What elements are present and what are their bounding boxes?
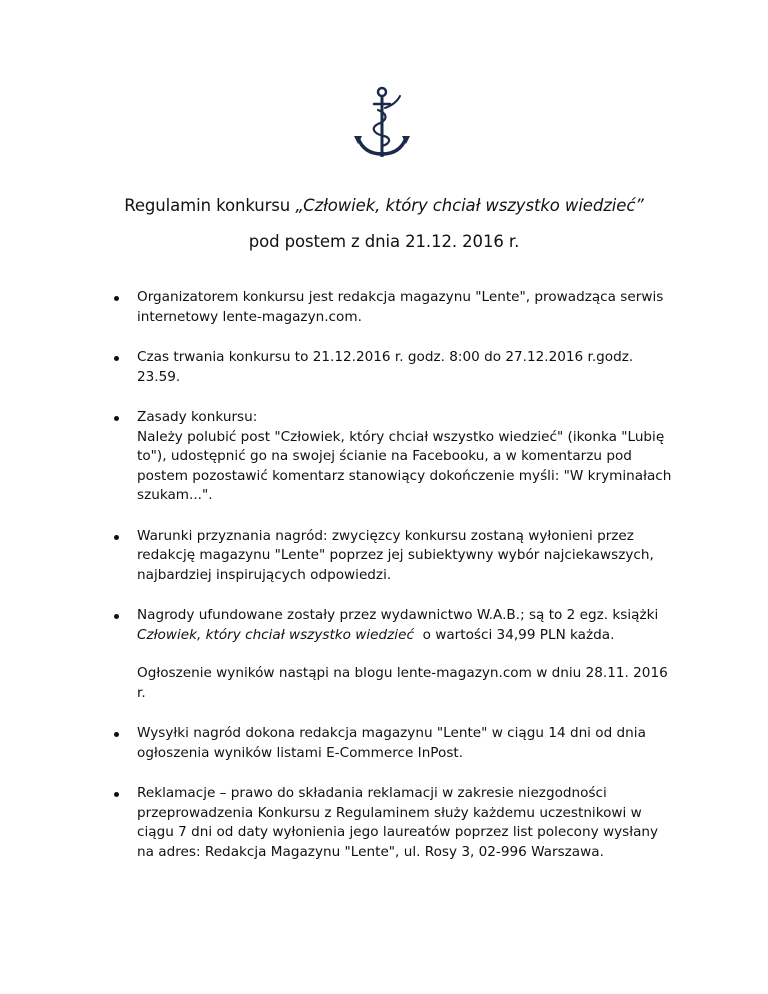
rule-prizes <box>0 606 768 645</box>
rule-prizes-suffix: o wartości 34,99 PLN każda. <box>413 626 615 643</box>
anchor-with-aesculapius-icon <box>352 84 412 160</box>
rule-conditions: Warunki przyznania nagród: zwycięzcy konkursu zostaną wyłonieni przez redakcję magazynu "Lente" poprzez jej subiektywny wybór najciekawszych, najbardziej inspirujących odpowiedzi. <box>0 527 768 586</box>
rule-results: Ogłoszenie wyników nastąpi na blogu lente-magazyn.com w dniu 28.11. 2016 r. <box>137 665 668 701</box>
title-prefix: Regulamin konkursu <box>124 196 296 215</box>
rule-shipping: Wysyłki nagród dokona redakcja magazynu "Lente" w ciągu 14 dni od dnia ogłoszenia wyników listami E-Commerce InPost. <box>0 724 768 763</box>
rule-prizes-book-title: Człowiek, który chciał wszystko wiedzieć <box>137 626 414 643</box>
rules-list <box>0 288 768 883</box>
title-quoted: „Człowiek, który chciał wszystko wiedzieć” <box>295 196 644 215</box>
rule-prizes-prefix: Nagrody ufundowane zostały przez wydawnictwo W.A.B.; są to 2 egz. książki <box>137 607 659 623</box>
rule-duration: Czas trwania konkursu to 21.12.2016 r. godz. 8:00 do 27.12.2016 r.godz. 23.59. <box>0 348 768 387</box>
rule-principles-text: Należy polubić post "Człowiek, który chciał wszystko wiedzieć" (ikonka "Lubię to"), udostępnić go na swojej ścianie na Facebooku, a w komentarzu pod postem pozostawić komentarz stanowiący dokończenie myśli: "W kryminałach szukam...". <box>137 428 672 503</box>
rule-organizer: Organizatorem konkursu jest redakcja magazynu "Lente", prowadząca serwis internetowy lente-magazyn.com. <box>0 288 768 327</box>
rule-principles-label: Zasady konkursu: <box>137 409 258 425</box>
document-subtitle: pod postem z dnia 21.12. 2016 r. <box>248 232 520 251</box>
document-title <box>0 196 768 215</box>
rule-complaints: Reklamacje – prawo do składania reklamacji w zakresie niezgodności przeprowadzenia Konkursu z Regulaminem służy każdemu uczestnikowi w ciągu 7 dni od daty wyłonienia jego laureatów poprzez list polecony wysłany na adres: Redakcja Magazynu "Lente", ul. Rosy 3, 02-996 Warszawa. <box>0 784 768 862</box>
rule-principles <box>0 408 768 506</box>
